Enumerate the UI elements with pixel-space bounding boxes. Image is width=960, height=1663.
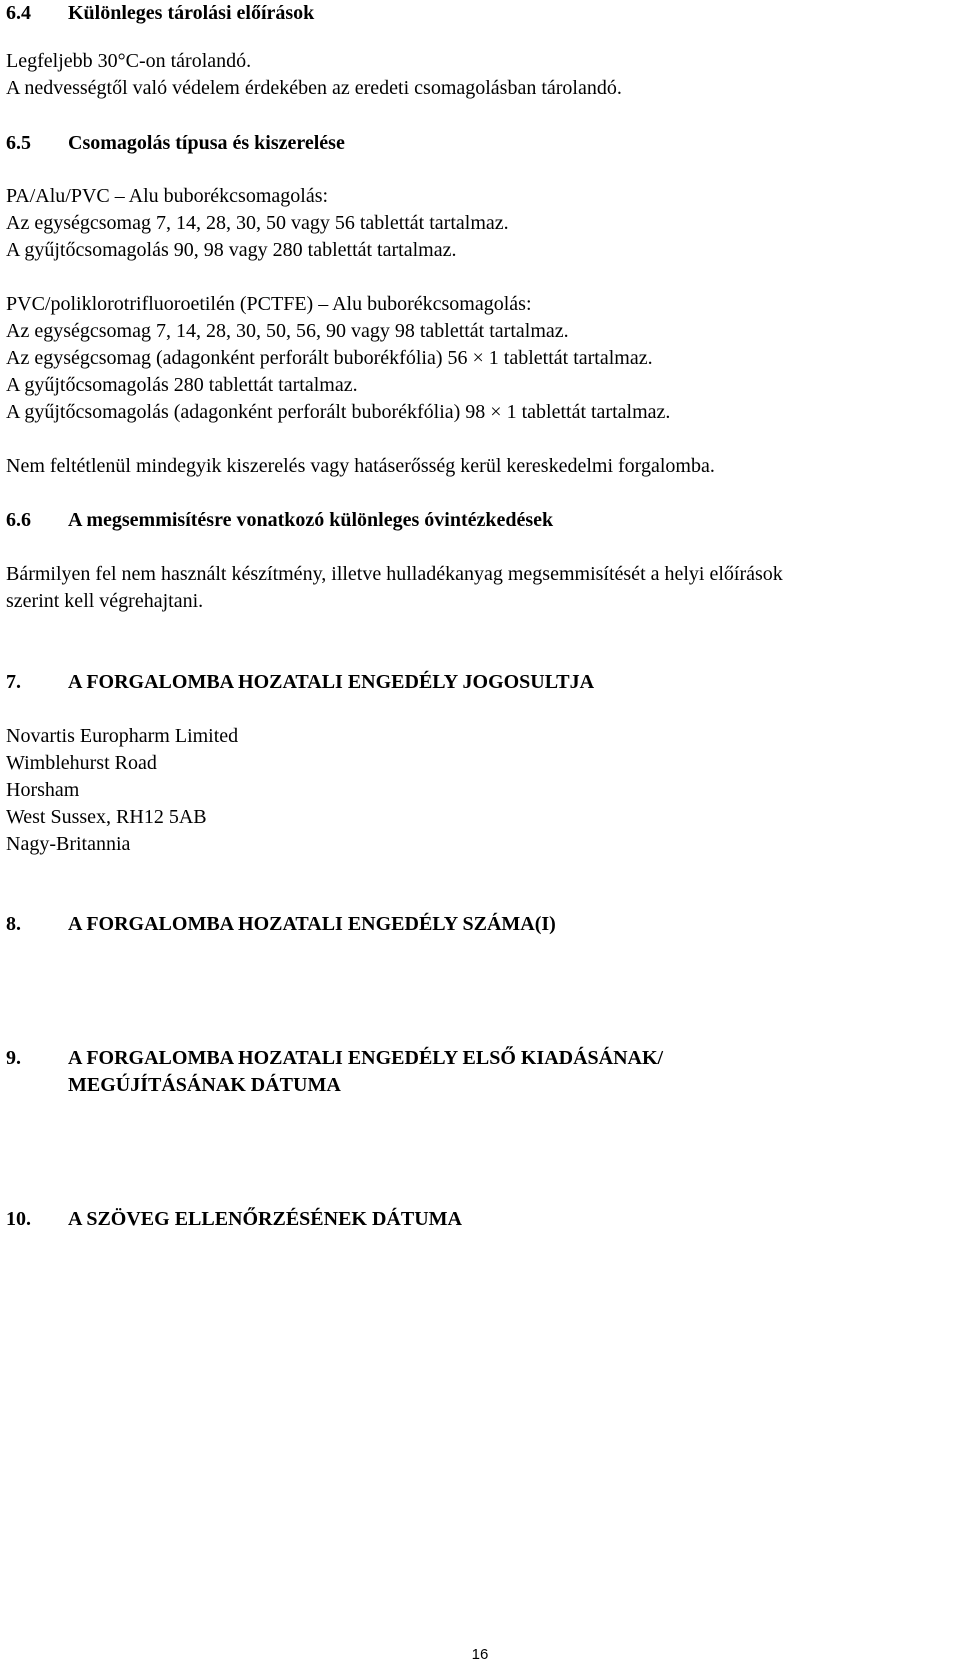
storage-temperature-text: Legfeljebb 30°C-on tárolandó. [6,50,252,72]
packaging-text-line: A gyűjtőcsomagolás (adagonként perforált buborékfólia) 98 × 1 tablettát tartalmaz. [6,401,671,423]
disposal-text-line: szerint kell végrehajtani. [6,590,204,612]
packaging-text-line: Az egységcsomag 7, 14, 28, 30, 50, 56, 90 vagy 98 tablettát tartalmaz. [6,320,569,342]
section-title: Különleges tárolási előírások [68,2,315,24]
address-line: Novartis Europharm Limited [6,725,239,747]
address-line: Nagy-Britannia [6,833,131,855]
section-number: 9. [6,1047,21,1069]
section-10-heading [6,1206,462,1232]
section-8-heading [6,911,556,937]
packaging-text-line: PA/Alu/PVC – Alu buborékcsomagolás: [6,185,329,207]
packaging-text-line: A gyűjtőcsomagolás 280 tablettát tartalmaz. [6,374,358,396]
section-number: 8. [6,913,21,935]
section-title: A FORGALOMBA HOZATALI ENGEDÉLY SZÁMA(I) [68,913,556,935]
section-title: A SZÖVEG ELLENŐRZÉSÉNEK DÁTUMA [68,1208,462,1230]
packaging-availability-note: Nem feltétlenül mindegyik kiszerelés vagy hatáserősség kerül kereskedelmi forgalomba. [6,455,715,477]
section-6-5-heading [6,130,345,156]
address-line: Horsham [6,779,80,801]
storage-moisture-text: A nedvességtől való védelem érdekében az eredeti csomagolásban tárolandó. [6,77,622,99]
packaging-text-line: PVC/poliklorotrifluoroetilén (PCTFE) – Alu buborékcsomagolás: [6,293,532,315]
address-line: Wimblehurst Road [6,752,157,774]
address-line: West Sussex, RH12 5AB [6,806,207,828]
section-title: A FORGALOMBA HOZATALI ENGEDÉLY JOGOSULTJA [68,671,595,693]
section-6-6-heading [6,507,553,533]
packaging-text-line: Az egységcsomag 7, 14, 28, 30, 50 vagy 56 tablettát tartalmaz. [6,212,509,234]
section-number: 6.5 [6,132,31,154]
section-number: 6.6 [6,509,31,531]
section-9-heading [6,1045,663,1071]
section-6-4-heading [6,0,314,26]
page-number: 16 [471,1646,489,1663]
disposal-text-line: Bármilyen fel nem használt készítmény, illetve hulladékanyag megsemmisítését a helyi előírások [6,563,783,585]
section-number: 10. [6,1208,31,1230]
section-number: 6.4 [6,2,31,24]
section-number: 7. [6,671,21,693]
packaging-text-line: Az egységcsomag (adagonként perforált buborékfólia) 56 × 1 tablettát tartalmaz. [6,347,653,369]
packaging-text-line: A gyűjtőcsomagolás 90, 98 vagy 280 tablettát tartalmaz. [6,239,457,261]
section-9-heading-continuation: MEGÚJÍTÁSÁNAK DÁTUMA [68,1074,341,1096]
section-title: A megsemmisítésre vonatkozó különleges óvintézkedések [68,509,554,531]
section-7-heading [6,669,594,695]
section-title: Csomagolás típusa és kiszerelése [68,132,345,154]
section-title: A FORGALOMBA HOZATALI ENGEDÉLY ELSŐ KIADÁSÁNAK/ [68,1047,664,1069]
